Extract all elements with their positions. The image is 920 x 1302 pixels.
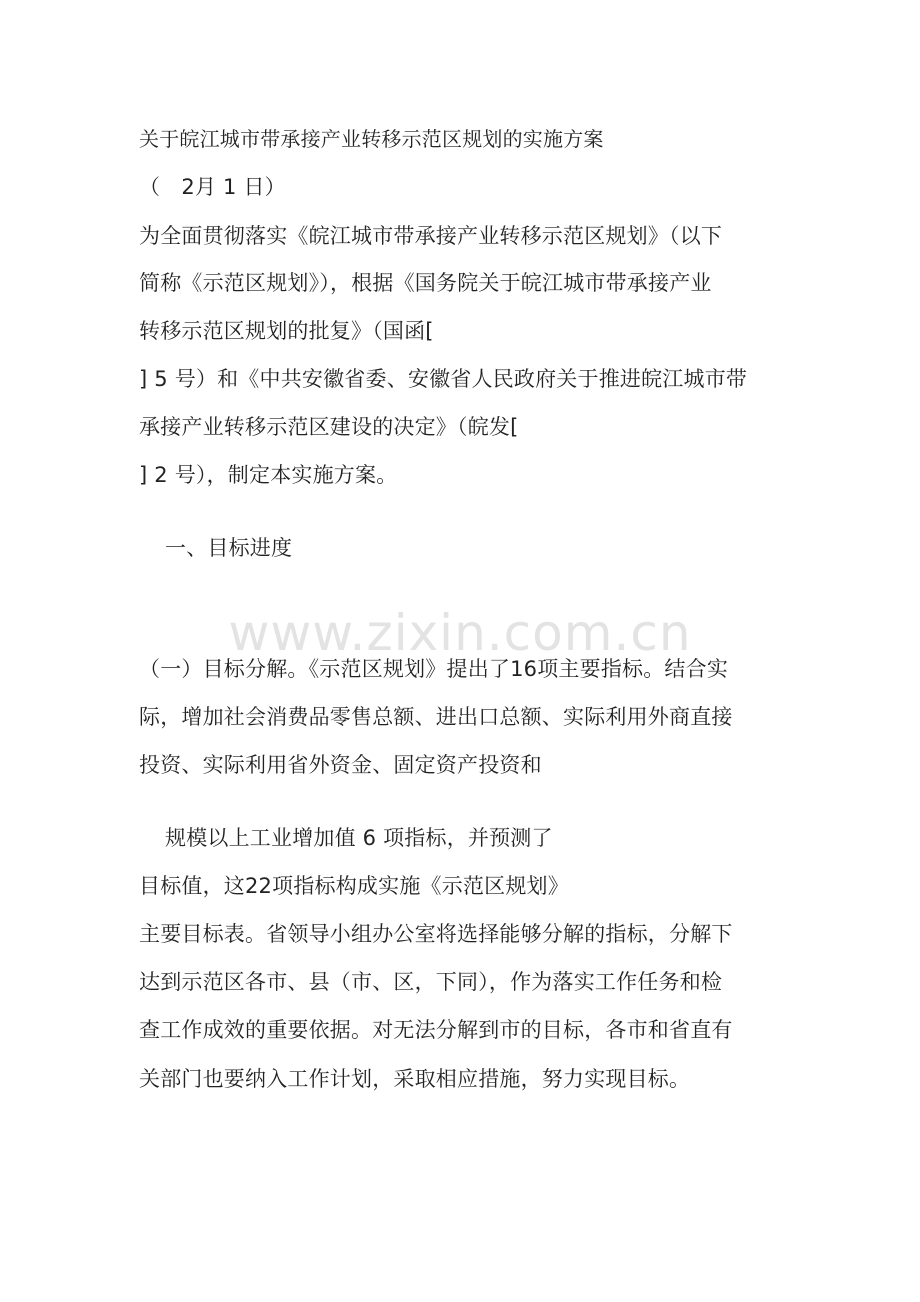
- body-line: 承接产业转移示范区建设的决定》（皖发[: [139, 415, 519, 439]
- document-title: 关于皖江城市带承接产业转移示范区规划的实施方案: [139, 127, 604, 151]
- body-line-indented: 规模以上工业增加值 6 项指标，并预测了: [165, 826, 553, 850]
- body-line: 达到示范区各市、县（市、区，下同），作为落实工作任务和检: [139, 970, 723, 994]
- body-line: ] 2 号），制定本实施方案。: [139, 463, 398, 487]
- watermark: www.zixin.com.cn: [228, 604, 692, 662]
- section-heading: 一、目标进度: [165, 536, 293, 560]
- body-line: 简称《示范区规划》），根据《国务院关于皖江城市带承接产业: [139, 271, 712, 295]
- body-line: （一）目标分解。《示范区规划》提出了16项主要指标。结合实: [139, 657, 729, 681]
- body-line: 为全面贯彻落实《皖江城市带承接产业转移示范区规划》（以下: [139, 224, 723, 248]
- body-line: ] 5 号）和《中共安徽省委、安徽省人民政府关于推进皖江城市带: [139, 367, 748, 391]
- document-date: （ 2月 1 日）: [139, 175, 286, 199]
- body-line: 主要目标表。省领导小组办公室将选择能够分解的指标，分解下: [139, 922, 733, 946]
- body-line: 目标值，这22项指标构成实施《示范区规划》: [139, 874, 569, 898]
- body-line: 转移示范区规划的批复》（国函[: [139, 319, 434, 343]
- body-line: 关部门也要纳入工作计划，采取相应措施，努力实现目标。: [139, 1067, 691, 1091]
- body-line: 查工作成效的重要依据。对无法分解到市的目标，各市和省直有: [139, 1018, 733, 1042]
- body-line: 投资、实际利用省外资金、固定资产投资和: [139, 753, 542, 777]
- body-line: 际，增加社会消费品零售总额、进出口总额、实际利用外商直接: [139, 705, 733, 729]
